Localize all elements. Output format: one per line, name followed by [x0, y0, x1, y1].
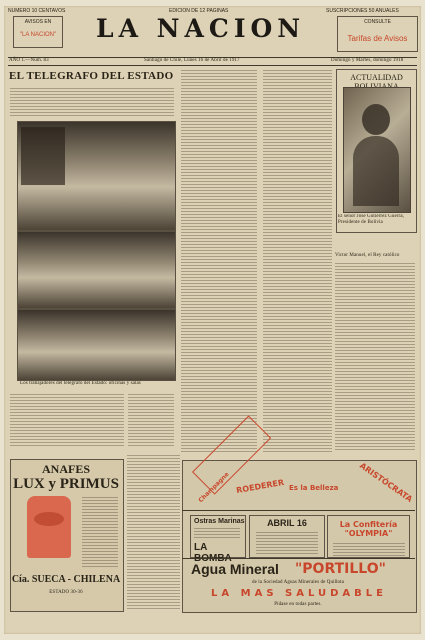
- subscriptions-text: SUSCRIPCIONES 50 ANUALES: [326, 8, 399, 14]
- ostras-ad: [190, 515, 246, 558]
- issue-number: AÑO 1.—Num. 83: [9, 58, 49, 63]
- anafes-company: Cía. SUECA - CHILENA: [11, 574, 121, 585]
- edition-text: EDICION DE 12 PAGINAS: [169, 8, 229, 14]
- telegraph-photo-2: [17, 231, 176, 309]
- center-column-text: [181, 70, 257, 454]
- la-nacion-label: "LA NACION": [19, 32, 57, 38]
- pidase-line: Pídase en todas partes.: [274, 602, 322, 607]
- days-line: Domingo y Martes, domingo 1918: [331, 58, 404, 63]
- agua-left: Agua Mineral: [191, 561, 279, 577]
- stove-tank-icon: [34, 512, 64, 526]
- telegraph-photo-1-figure: [21, 127, 65, 185]
- left-column-text: [10, 394, 124, 448]
- portrait-suit: [353, 136, 399, 206]
- mas-saludable: LA MAS SALUDABLE: [211, 588, 387, 599]
- abril-text: [256, 532, 318, 555]
- portillo-label: "PORTILLO": [295, 561, 386, 577]
- photo-caption: Los trabajadores del telégrafo del Estado: oficinas y salas: [20, 381, 141, 386]
- subhead-rule: [8, 65, 417, 66]
- anafes-details-text: [82, 497, 118, 567]
- tarifas-label: Tarifas de Avisos: [347, 34, 408, 43]
- olympia-label: La Confitería "OLYMPIA": [339, 520, 398, 538]
- lower-center-text: [127, 455, 180, 610]
- anafes-brand: LUX y PRIMUS: [13, 476, 119, 492]
- portrait-caption: El señor José Gutiérrez Guerra, Presidente de Bolivia: [338, 214, 404, 225]
- masthead-title: LA NACION: [96, 14, 306, 43]
- portrait-head: [362, 104, 390, 135]
- ad-divider-middle: [182, 558, 415, 559]
- left-headline: EL TELEGRAFO DEL ESTADO: [9, 70, 174, 82]
- header-ad-right: [337, 16, 418, 52]
- anafes-address: ESTADO 30-36: [49, 590, 83, 595]
- right-headline: ACTUALIDAD: [350, 73, 403, 82]
- olympia-ad: [327, 515, 410, 558]
- center-right-column-text: [263, 70, 332, 454]
- abril-ad: [249, 515, 325, 558]
- telegraph-photo-3: [17, 309, 176, 381]
- ostras-text: [194, 528, 240, 540]
- price-text: NUMERO 10 CENTAVOS: [8, 8, 66, 14]
- stove-icon: [27, 496, 71, 558]
- header-ad-left: [13, 16, 63, 48]
- bomba-label: LA: [194, 542, 207, 553]
- ostras-label: Ostras Marinas: [194, 518, 245, 525]
- consulte-label: CONSULTE: [364, 19, 391, 25]
- left-column-text-2: [128, 394, 174, 448]
- ad-divider-top: [182, 510, 415, 511]
- sociedad-line: de la Sociedad Aguas Minerales de Quillota: [252, 580, 344, 585]
- right-side-title: Victor Manuel, el Rey católico: [335, 253, 400, 258]
- champagne-label: Champagne: [197, 470, 231, 505]
- anafes-title: ANAFES: [41, 462, 90, 476]
- newspaper-page: [4, 6, 421, 634]
- aristocrata-label: ARISTÓCRATA: [358, 461, 414, 504]
- right-column-text: [335, 263, 415, 451]
- date-line: Santiago de Chile, Lunes 16 de Abril de 1917: [144, 58, 240, 63]
- belleza-label: Es la Belleza: [289, 484, 339, 492]
- avisos-label: AVISOS EN: [24, 19, 52, 25]
- roederer-label: ROEDERER: [235, 477, 285, 496]
- left-intro-text: [10, 88, 174, 116]
- abril-label: ABRIL 16: [267, 518, 307, 528]
